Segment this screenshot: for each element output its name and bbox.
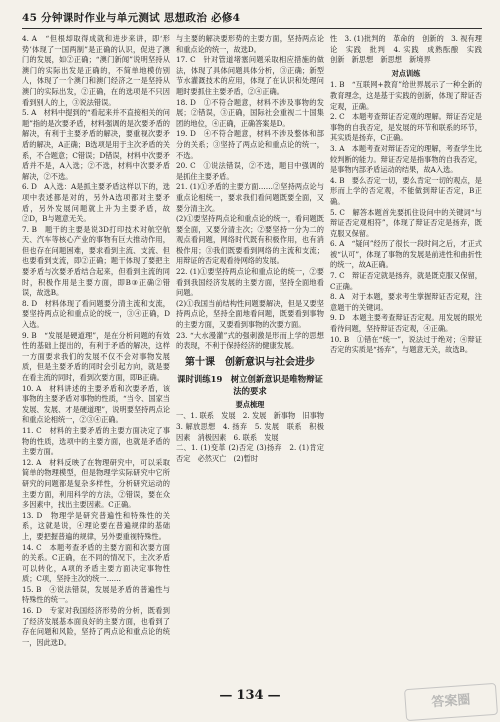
- answer-paragraph: 23. “大水漫灌”式的强刺激是形而上学的思想的表现，不利于保持经济的健康发展。: [176, 330, 324, 351]
- answer-paragraph: 19. D ④不符合题意，材料不涉及整体和部分的关系；③坚持了两点论和重点论的统一，不选。: [176, 129, 324, 160]
- key-point-item: 一、1. 联系 发展 2. 发展 新事物 旧事物 3. 解放思想 4. 扬弃 5. 发展 联系 积极因素 消极因素 6. 联系 发展: [176, 411, 332, 442]
- answer-paragraph: 7. C 辩证否定就是扬弃，就是既克服又保留，C正确。: [330, 271, 482, 291]
- answer-paragraph: 4. A “但根却取得成就和进步来讲，即‘形势’体现了一国两制”是正确的认识，促进了澳门的发展，如②正确；“澳门新闻”说明坚持从澳门的实际出发是正确的，不简单地模仿别人，体现了一个澳门和澳门经济之一是坚持从澳门的实际出发，②正确，在的选项是不只因看到别人的上，③说法错误。: [22, 34, 170, 107]
- header-rule: [22, 28, 482, 29]
- answer-paragraph: 16. D 专家对我国经济形势的分析，既看到了经济发展基本面良好的主要方面，也看到了存在问题和风险，坚持了两点论和重点论的统一，因此选D。: [22, 606, 170, 647]
- answer-paragraph: (2)①要坚持两点论和重点论的统一，看问题既要全面，又要分清主次；②要坚持一分为二的观点看问题，网络时代既有积极作用，也有消极作用；③我们既要看到网络的主流和支流；用辩证的否定观看待网络的发展。: [176, 214, 324, 266]
- column-middle: [176, 34, 332, 682]
- answer-paragraph: 3. A 本题考查对辩证否定的理解，考查学生比较判断的能力。辩证否定是指事物的自我否定，是事物内部矛盾运动的结果，故A入选。: [330, 143, 482, 175]
- answer-paragraph: 7. B 题干的主要是说3D打印技术对航空航天、汽车等核心产业的事物有巨大推动作用，但也存在问题困难，要求看到主流、支流、但也要看到支流，即②正确；题干体现了要把主要矛盾与次要矛盾结合起来，但看到主流的同时，积极作用是主要方面，即B③正确②错误，故选B。: [22, 224, 170, 298]
- answer-paragraph: 5. A 材料中提到的“看起来并不直接相关的问题”指的是次要矛盾，材料强调的是次要矛盾的解决，有利于主要矛盾的解决，要重视次要矛盾的解决，A正确；B选项是用于主次矛盾的关系，不合题意；C错误；D错误，材料中次要矛盾并不是，A入选；②不选，材料中次要矛盾解决，②不选。: [22, 108, 170, 181]
- column-right: [330, 34, 490, 682]
- answer-paragraph: 4. B 要么否定一切，要么肯定一切的观点，是形而上学的否定观，不能做到辩证否定，B正确。: [330, 175, 482, 206]
- answer-paragraph: 9. B “发展是硬道理”，是在分析问题的有效性的基础上提出的，有利于矛盾的解决，这样一方面要求我们的发展不仅不会对事物发展质，但是主要矛盾的同时会引起方向，就是要在看主流的同时，看到次要方面，即B正确。: [22, 330, 170, 382]
- answer-paragraph: 10. B ①错在“统一”，说法过于绝对；④辩证否定的实质是“扬弃”，与题意无关，故选B。: [330, 334, 482, 355]
- column-left: [22, 34, 170, 682]
- answer-paragraph: (2)①我国当前结构性问题要解决，但是又要坚持两点论，坚持全面地看问题，既要看到事物的主要方面，又要看到事物的次要方面。: [176, 298, 324, 330]
- answer-paragraph: 9. D 本题主要考查辩证否定观。用发展的眼光看待问题，坚持辩证否定观，④正确。: [330, 313, 482, 334]
- page-header: 45 分钟课时作业与单元测试 思想政治 必修4: [22, 12, 241, 24]
- key-point-item: 二、1. (1)变革 (2)否定 (3)扬弃 2. (1)肯定 否定 必然灭亡 (2)暂时: [176, 443, 332, 463]
- answer-paragraph: 与主要的解决要形势的主要方面，坚持两点论和重点论的统一，故选D。: [176, 34, 324, 54]
- page-number: — 134 —: [219, 688, 281, 703]
- answer-paragraph: 2. C 本题考查辩证否定观的理解。辩证否定是事物的自我否定，是发展的环节和联系的环节，其实质是扬弃，C正确。: [330, 112, 482, 143]
- key-points-heading: 要点梳理: [235, 399, 265, 409]
- answer-paragraph: 8. D 材料体现了看问题要分清主流和支流，要坚持两点论和重点论的统一，③④正确，D入选。: [22, 298, 170, 330]
- answer-paragraph: 10. A 材料讲述的主要矛盾和次要矛盾，该事物的主要矛盾对事物的性质，“当令、国家当发展、发展、才是硬道理”，说明要坚持两点论和重点论相统一，②③④正确。: [22, 383, 170, 425]
- answer-paragraph: 14. C 本题考查矛盾的主要方面和次要方面的关系。C正确，在不同的情况下，主次矛盾可以转化，A项的矛盾主要方面决定事物性质；C项，坚持主次的统一……: [22, 542, 170, 584]
- watermark-logo: 答案圈: [404, 683, 498, 721]
- answer-paragraph: 11. C 材料的主要矛盾的主要方面决定了事物的性质，选项中的主要方面，也就是矛盾的主要方面。: [22, 425, 170, 457]
- lesson-title: 课时训练19 树立创新意识是唯物辩证法的要求: [177, 373, 323, 396]
- answer-paragraph: 22. (1)①要坚持两点论和重点论的统一，②要看到我国经济发展的主要方面，坚持全面地看问题。: [176, 267, 324, 298]
- answer-paragraph: 1. B “互联网+教育”给世界展示了一种全新的教育理念，这是基于实践的创新，体现了辩证否定观，正确。: [330, 80, 482, 111]
- answer-paragraph: 15. B ④说法错误，发展是矛盾的普遍性与特殊性的统一。: [22, 584, 170, 605]
- answer-paragraph: 性 3. (1)批判的 革命的 创新的 3. 视有理论 实践 批判 4. 实践 成熟酝酿 实践 创新 新思想 新思想 新境界: [330, 34, 490, 65]
- answer-paragraph: 12. A 材料反映了在物理研究中，可以采取简单的物理模型，但是物理学实际研究中它所研究的问题都是复杂多样性，分析研究运动的主要方面，利用科学的方法，②错误，要在众多因素中，找出主要因素。C正确。: [22, 457, 170, 510]
- answer-paragraph: 20. C ①说法错误，②不选，题目中强调的是抓住主要矛盾。: [176, 161, 324, 181]
- page-number-text: 134: [236, 688, 264, 703]
- answer-paragraph: 21. (1)①矛盾的主要方面……②坚持两点论与重点论相统一，要求我们看问题既要全面，又要分清主次。: [176, 182, 324, 213]
- answer-paragraph: 8. A 对于本题，要求考生掌握辩证否定观，注意题干的关键词。: [330, 292, 482, 312]
- answer-paragraph: 5. C 解答本题首先要抓住设问中的关键词“与辩证否定观相符”，体现了辩证否定是扬弃，既克服又保留。: [330, 207, 482, 238]
- answer-paragraph: 13. D 物理学是研究普遍性和特殊性的关系，这就是说，④理论要在普遍规律的基础上，要把握普遍的规律，另外要重视特殊性。: [22, 510, 170, 541]
- answer-paragraph: 17. C 针对管道堵塞问题采取相应措施的做法，体现了具体问题具体分析，③正确；新型节水灌溉技术的应用，体现了在认识和处理问题时要抓住主要矛盾，②④正确。: [176, 55, 324, 96]
- answer-paragraph: 6. D A入选：A是抓主要矛盾这样以下的，选项中表述都是对的，另外A选项都对主要矛盾，另外发展问题就上升为主要矛盾，故②D，B与题意无关。: [22, 182, 170, 224]
- practice-heading: 对点训练: [391, 68, 421, 78]
- chapter-title: 第十课 创新意识与社会进步: [185, 356, 315, 368]
- answer-paragraph: 18. D ①不符合题意，材料不涉及事物的发展；②错误，③正确，国际社会重视二十国集团的地位，④正确，正确答案是D。: [176, 97, 324, 128]
- answer-paragraph: 6. A “疑问”经历了很长一段时间之后，才正式被“认可”，体现了事物的发展是前进性和曲折性的统一，故A正确。: [330, 239, 482, 270]
